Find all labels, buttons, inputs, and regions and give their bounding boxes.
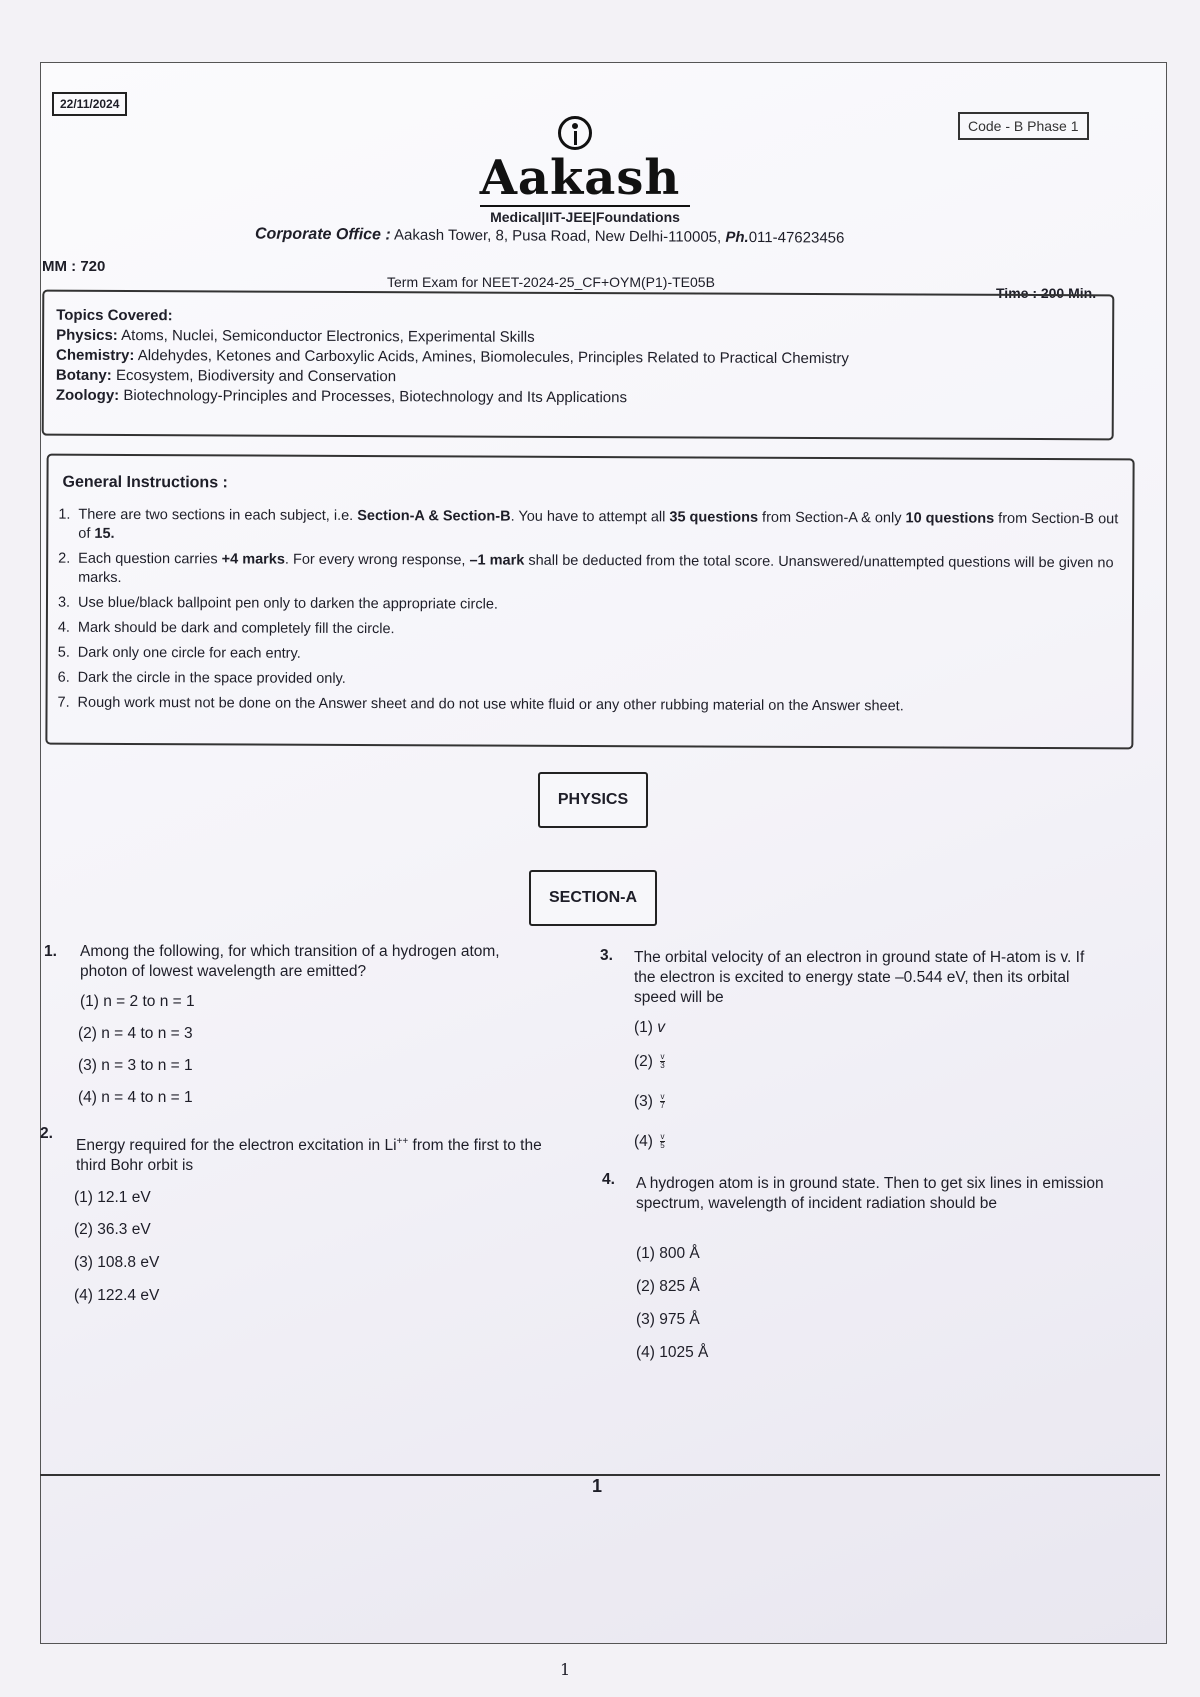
corporate-office: Corporate Office : Aakash Tower, 8, Pusa Road, New Delhi-110005, Ph.011-47623456	[254, 225, 845, 247]
topic-botany: Botany: Ecosystem, Biodiversity and Conservation	[55, 366, 397, 386]
question-text: Among the following, for which transition of a hydrogen atom, photon of lowest wavelength are emitted?	[80, 943, 500, 980]
question-text: A hydrogen atom is in ground state. Then to get six lines in emission spectrum, wavelength of incident radiation should be	[636, 1175, 1104, 1212]
option[interactable]: (4) n = 4 to n = 1	[78, 1089, 193, 1106]
option[interactable]: (1) 800 Å	[636, 1245, 700, 1262]
option[interactable]: (1) v	[634, 1019, 665, 1036]
instructions-title: General Instructions :	[62, 473, 228, 492]
option[interactable]: (1) 12.1 eV	[74, 1189, 151, 1206]
brand-tagline: Medical|IIT-JEE|Foundations	[480, 205, 690, 225]
subject-heading: PHYSICS	[538, 772, 648, 828]
instruction-item: 2. Each question carries +4 marks. For every wrong response, –1 mark shall be deducted from the total score. Unanswered/unattempted questions will be given no marks.	[58, 550, 1114, 586]
exam-date: 22/11/2024	[52, 92, 127, 116]
instruction-item: 1. There are two sections in each subject, i.e. Section-A & Section-B. You have to attempt all 35 questions from Section-A & only 10 questions from Section-B out of 15.	[58, 506, 1119, 542]
exam-time: Time : 200 Min.	[996, 285, 1097, 301]
option[interactable]: (2) 825 Å	[636, 1278, 700, 1295]
option[interactable]: (3) 975 Å	[636, 1311, 700, 1328]
option[interactable]: (2) 36.3 eV	[74, 1221, 151, 1238]
brand-name: Aakash	[479, 150, 681, 206]
section-heading: SECTION-A	[529, 870, 657, 926]
paper-code: Code - B Phase 1	[958, 112, 1089, 140]
general-instructions	[45, 454, 1134, 750]
exam-title: Term Exam for NEET-2024-25_CF+OYM(P1)-TE05B	[387, 274, 715, 290]
question-text: Energy required for the electron excitation in Li++ from the first to the third Bohr orbit is	[76, 1136, 542, 1175]
max-marks: MM : 720	[42, 258, 106, 275]
option[interactable]: (4) $\frac{v}{5}$	[634, 1132, 665, 1151]
instruction-item: 5. Dark only one circle for each entry.	[57, 644, 301, 662]
page-number: 1	[592, 1476, 603, 1496]
instruction-item: 7. Rough work must not be done on the Answer sheet and do not use white fluid or any other rubbing material on the Answer sheet.	[57, 694, 904, 715]
instruction-item: 3. Use blue/black ballpoint pen only to darken the appropriate circle.	[57, 594, 498, 613]
topics-covered: Topics Covered: Physics: Atoms, Nuclei, Semiconductor Electronics, Experimental Skills Chemistry: Aldehydes, Ketones and Carboxylic Acids, Amines, Biomolecules, Principles Related to Practical Chemistry Botany: Ecosystem, Biodiversity and Conservation Zoology: Biotechnology-Principles and Processes, Biotechnology and Its Applications	[42, 290, 1115, 441]
option[interactable]: (3) 108.8 eV	[74, 1254, 160, 1271]
option[interactable]: (4) 1025 Å	[636, 1344, 709, 1361]
aakash-logo-icon	[558, 116, 592, 150]
option[interactable]: (3) n = 3 to n = 1	[78, 1057, 193, 1074]
topic-chemistry: Chemistry: Aldehydes, Ketones and Carboxylic Acids, Amines, Biomolecules, Principles Related to Practical Chemistry	[56, 346, 849, 368]
instruction-item: 6. Dark the circle in the space provided only.	[57, 669, 346, 687]
question-text: The orbital velocity of an electron in ground state of H-atom is v. If the electron is excited to energy state –0.544 eV, then its orbital speed will be	[634, 949, 1085, 1006]
scan-page-number: 1	[560, 1660, 571, 1679]
option[interactable]: (2) n = 4 to n = 3	[78, 1025, 193, 1042]
option[interactable]: (2) $\frac{v}{3}$	[634, 1052, 665, 1071]
option[interactable]: (1) n = 2 to n = 1	[80, 993, 195, 1010]
topic-zoology: Zoology: Biotechnology-Principles and Processes, Biotechnology and Its Applications	[55, 386, 628, 407]
option[interactable]: (4) 122.4 eV	[74, 1287, 160, 1304]
topic-physics: Physics: Atoms, Nuclei, Semiconductor Electronics, Experimental Skills	[56, 326, 535, 346]
option[interactable]: (3) $\frac{v}{7}$	[634, 1092, 665, 1111]
instruction-item: 4. Mark should be dark and completely fill the circle.	[57, 619, 395, 638]
